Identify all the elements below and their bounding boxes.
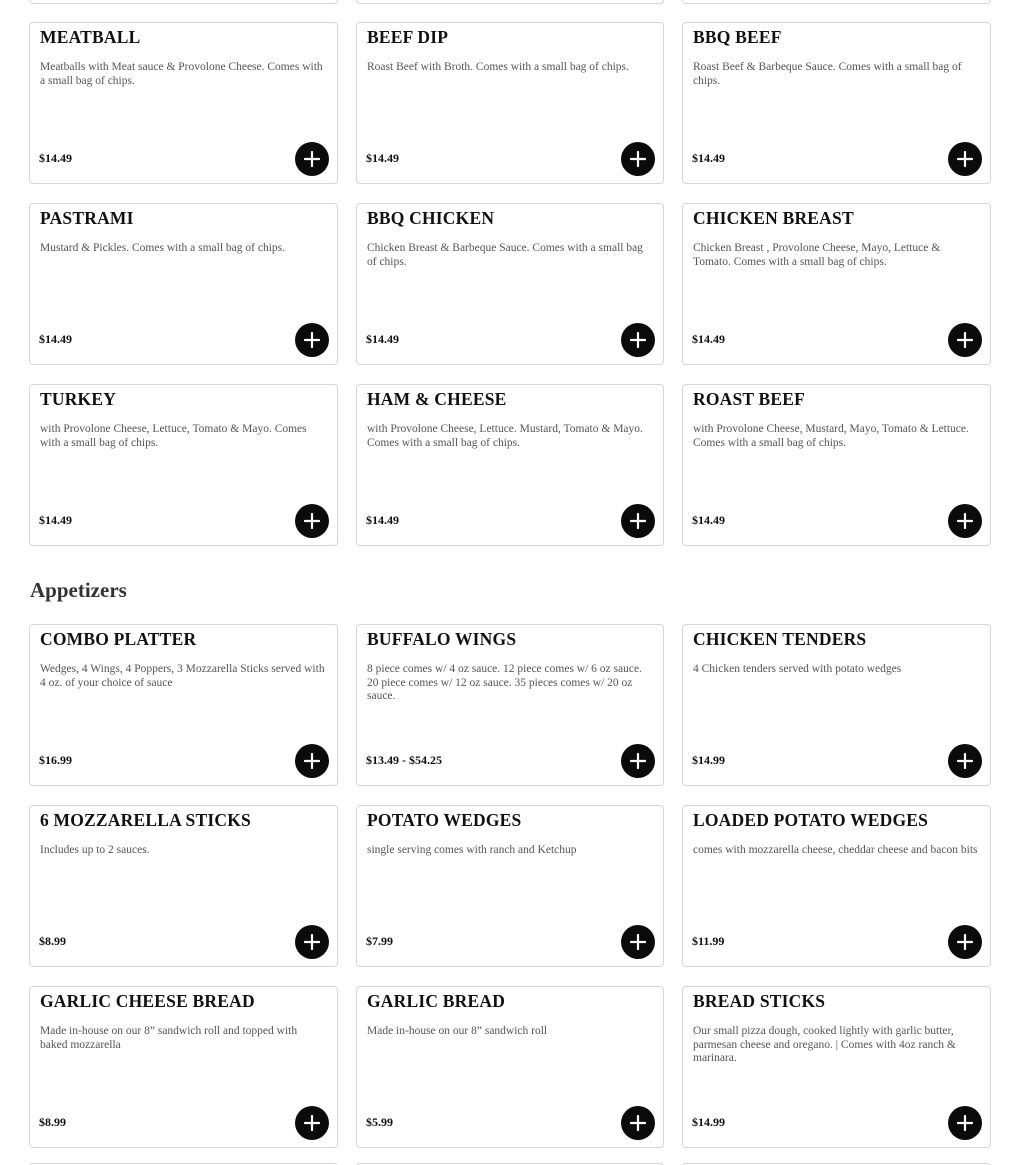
- menu-item-card[interactable]: [356, 384, 664, 546]
- item-price: $11.99: [692, 934, 725, 948]
- menu-item-card[interactable]: [682, 203, 991, 365]
- item-description: Chicken Breast , Provolone Cheese, Mayo, Lettuce & Tomato. Comes with a small bag of chips.: [693, 242, 941, 268]
- item-description: Roast Beef & Barbeque Sauce. Comes with a small bag of chips.: [693, 61, 962, 87]
- item-description: Meatballs with Meat sauce & Provolone Cheese. Comes with a small bag of chips.: [40, 61, 323, 87]
- item-name: ROAST BEEF: [693, 389, 806, 409]
- plus-icon: [304, 934, 320, 950]
- item-description: Our small pizza dough, cooked lightly with garlic butter, parmesan cheese and oregano. | Comes with 4oz ranch & marinara.: [693, 1025, 956, 1064]
- item-price: $13.49 - $54.25: [366, 753, 442, 767]
- item-price: $14.99: [692, 753, 725, 767]
- item-price: $8.99: [39, 1115, 66, 1129]
- item-price: $7.99: [366, 934, 393, 948]
- item-name: BEEF DIP: [367, 27, 449, 47]
- item-description: with Provolone Cheese, Mustard, Mayo, Tomato & Lettuce. Comes with a small bag of chips.: [693, 423, 969, 449]
- menu-item-card[interactable]: [682, 384, 991, 546]
- plus-icon: [957, 151, 973, 167]
- previous-row-cards: [29, 0, 991, 4]
- plus-icon: [304, 151, 320, 167]
- plus-icon: [957, 1115, 973, 1131]
- item-description: comes with mozzarella cheese, cheddar cheese and bacon bits: [693, 844, 978, 856]
- menu-item-card[interactable]: [356, 203, 664, 365]
- add-to-cart-button[interactable]: [295, 142, 329, 176]
- item-price: $16.99: [39, 753, 72, 767]
- plus-icon: [957, 753, 973, 769]
- menu-item-card[interactable]: [29, 0, 338, 4]
- item-price: $14.49: [692, 151, 725, 165]
- item-name: POTATO WEDGES: [367, 810, 522, 830]
- plus-icon: [630, 934, 646, 950]
- add-to-cart-button[interactable]: [948, 142, 982, 176]
- item-price: $14.49: [692, 513, 725, 527]
- plus-icon: [304, 1115, 320, 1131]
- plus-icon: [630, 513, 646, 529]
- add-to-cart-button[interactable]: [295, 744, 329, 778]
- menu-item-card[interactable]: [356, 0, 664, 4]
- menu-item-card[interactable]: [29, 384, 338, 546]
- add-to-cart-button[interactable]: [948, 925, 982, 959]
- item-name: LOADED POTATO WEDGES: [693, 810, 929, 830]
- item-price: $14.49: [366, 513, 399, 527]
- add-to-cart-button[interactable]: [948, 323, 982, 357]
- menu-item-card[interactable]: [682, 986, 991, 1148]
- plus-icon: [630, 151, 646, 167]
- plus-icon: [630, 1115, 646, 1131]
- item-price: $14.49: [39, 151, 72, 165]
- add-to-cart-button[interactable]: [295, 504, 329, 538]
- item-description: Includes up to 2 sauces.: [40, 844, 150, 856]
- add-to-cart-button[interactable]: [295, 925, 329, 959]
- item-price: $14.99: [692, 1115, 725, 1129]
- plus-icon: [957, 513, 973, 529]
- menu-item-card[interactable]: [356, 624, 664, 786]
- item-description: single serving comes with ranch and Ketchup: [367, 844, 577, 856]
- plus-icon: [630, 753, 646, 769]
- plus-icon: [304, 753, 320, 769]
- item-name: GARLIC BREAD: [367, 991, 506, 1011]
- item-name: BREAD STICKS: [693, 991, 826, 1011]
- item-description: 8 piece comes w/ 4 oz sauce. 12 piece comes w/ 6 oz sauce. 20 piece comes w/ 12 oz sauce. 35 pieces comes w/ 20 oz sauce.: [367, 663, 642, 702]
- item-price: $14.49: [366, 151, 399, 165]
- add-to-cart-button[interactable]: [948, 504, 982, 538]
- plus-icon: [957, 934, 973, 950]
- add-to-cart-button[interactable]: [948, 1106, 982, 1140]
- item-description: Made in-house on our 8” sandwich roll: [367, 1025, 548, 1037]
- item-price: $14.49: [692, 332, 725, 346]
- item-name: CHICKEN BREAST: [693, 208, 854, 228]
- item-description: Wedges, 4 Wings, 4 Poppers, 3 Mozzarella Sticks served with 4 oz. of your choice of sauce: [40, 663, 325, 689]
- item-description: Chicken Breast & Barbeque Sauce. Comes with a small bag of chips.: [367, 242, 643, 268]
- add-to-cart-button[interactable]: [621, 142, 655, 176]
- item-price: $5.99: [366, 1115, 393, 1129]
- item-name: BUFFALO WINGS: [367, 629, 517, 649]
- menu-item-card[interactable]: [29, 22, 338, 184]
- menu-item-card[interactable]: [29, 624, 338, 786]
- item-price: $14.49: [39, 513, 72, 527]
- plus-icon: [304, 332, 320, 348]
- add-to-cart-button[interactable]: [621, 1106, 655, 1140]
- item-name: TURKEY: [40, 389, 117, 409]
- plus-icon: [630, 332, 646, 348]
- item-name: MEATBALL: [40, 27, 141, 47]
- add-to-cart-button[interactable]: [948, 744, 982, 778]
- menu-item-card[interactable]: [356, 805, 664, 967]
- add-to-cart-button[interactable]: [621, 504, 655, 538]
- item-name: GARLIC CHEESE BREAD: [40, 991, 255, 1011]
- add-to-cart-button[interactable]: [621, 925, 655, 959]
- item-description: with Provolone Cheese, Lettuce, Tomato & Mayo. Comes with a small bag of chips.: [40, 423, 307, 449]
- item-price: $14.49: [39, 332, 72, 346]
- add-to-cart-button[interactable]: [295, 323, 329, 357]
- item-name: PASTRAMI: [40, 208, 134, 228]
- menu-item-card[interactable]: [356, 22, 664, 184]
- plus-icon: [304, 513, 320, 529]
- menu-item-card[interactable]: [29, 805, 338, 967]
- item-name: HAM & CHEESE: [367, 389, 507, 409]
- item-name: CHICKEN TENDERS: [693, 629, 867, 649]
- add-to-cart-button[interactable]: [621, 744, 655, 778]
- item-name: COMBO PLATTER: [40, 629, 197, 649]
- item-name: 6 MOZZARELLA STICKS: [40, 810, 251, 830]
- menu-item-card[interactable]: [682, 805, 991, 967]
- item-name: BBQ BEEF: [693, 27, 782, 47]
- appetizer-grid: [29, 624, 991, 1148]
- menu-item-card[interactable]: [682, 0, 991, 4]
- item-name: BBQ CHICKEN: [367, 208, 495, 228]
- item-price: $8.99: [39, 934, 66, 948]
- menu-item-card[interactable]: [682, 624, 991, 786]
- add-to-cart-button[interactable]: [295, 1106, 329, 1140]
- add-to-cart-button[interactable]: [621, 323, 655, 357]
- plus-icon: [957, 332, 973, 348]
- item-description: 4 Chicken tenders served with potato wedges: [693, 663, 902, 675]
- section-title-appetizers: Appetizers: [30, 578, 127, 602]
- item-description: Made in-house on our 8” sandwich roll and topped with baked mozzarella: [40, 1025, 298, 1051]
- item-price: $14.49: [366, 332, 399, 346]
- item-description: Mustard & Pickles. Comes with a small bag of chips.: [40, 242, 285, 254]
- item-description: Roast Beef with Broth. Comes with a small bag of chips.: [367, 61, 629, 73]
- menu-item-card[interactable]: [29, 986, 338, 1148]
- item-description: with Provolone Cheese, Lettuce. Mustard, Tomato & Mayo. Comes with a small bag of chips.: [367, 423, 643, 449]
- menu-item-card[interactable]: [682, 22, 991, 184]
- sandwich-grid: [29, 22, 991, 546]
- menu-item-card[interactable]: [29, 203, 338, 365]
- menu-item-card[interactable]: [356, 986, 664, 1148]
